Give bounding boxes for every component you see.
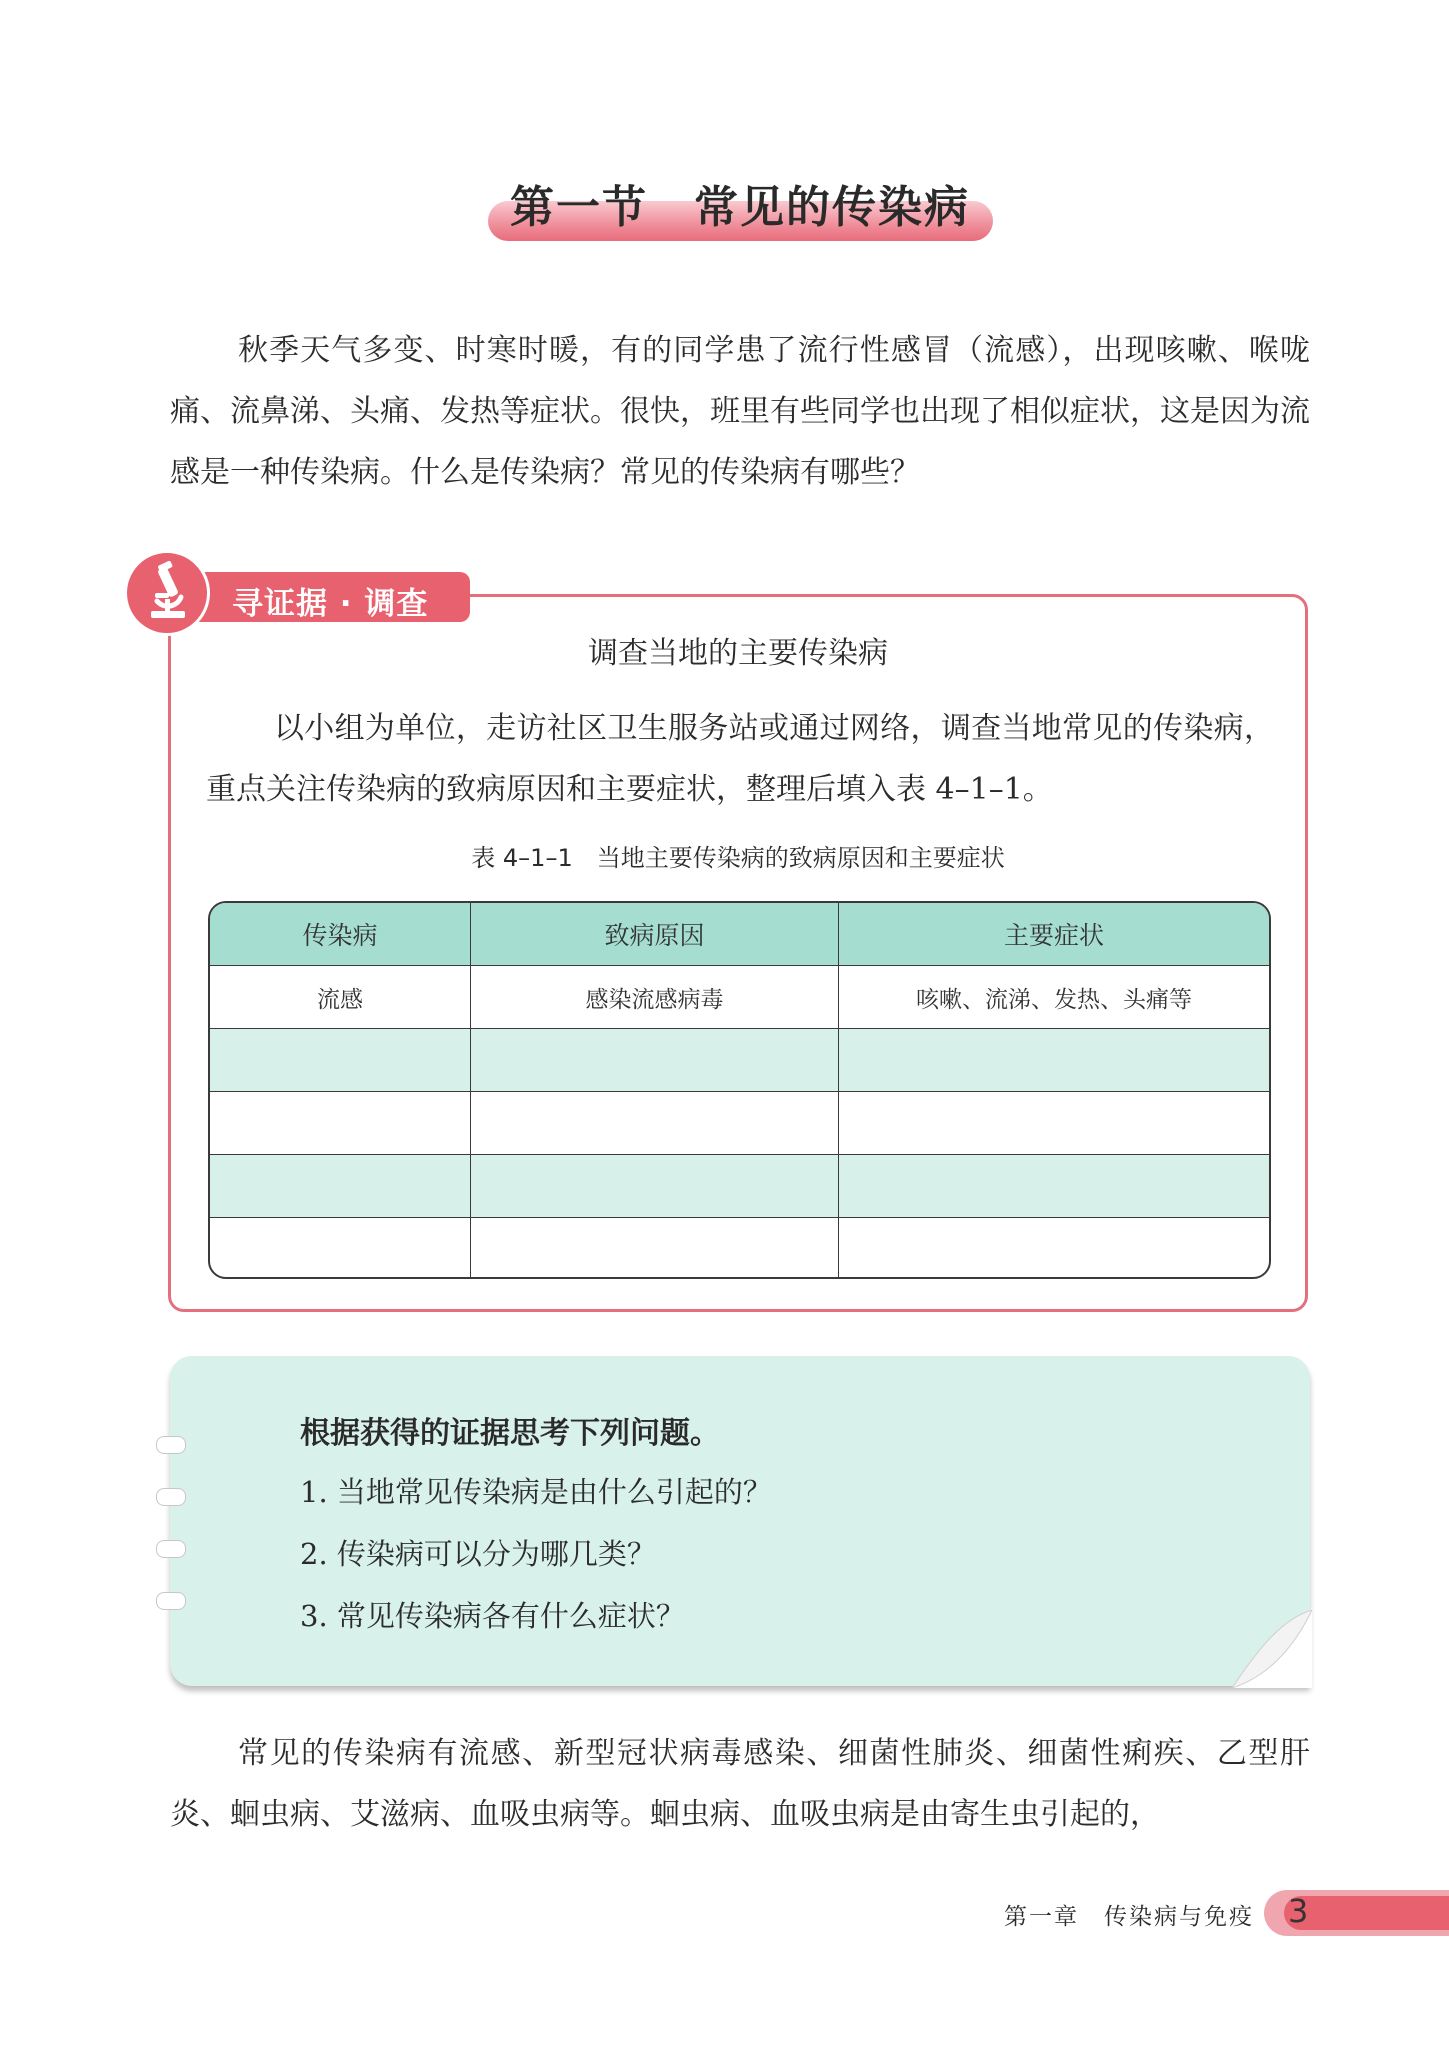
table-cell: [210, 1029, 471, 1092]
table-cell: [471, 1218, 839, 1280]
table-row: [210, 1029, 1269, 1092]
footer-page-tab-fill: [1284, 1896, 1449, 1930]
table-row: [210, 966, 1269, 1029]
table-header-cell: 致病原因: [471, 903, 839, 966]
question-item: 2. 传染病可以分为哪几类？: [300, 1537, 656, 1571]
table-cell: [839, 1218, 1270, 1280]
table-header-cell: 主要症状: [839, 903, 1270, 966]
binder-ring: [156, 1436, 186, 1454]
question-item: 1. 当地常见传染病是由什么引起的？: [300, 1475, 772, 1509]
table-cell: [210, 1155, 471, 1218]
body-paragraph: 常见的传染病有流感、新型冠状病毒感染、细菌性肺炎、细菌性痢疾、乙型肝炎、蛔虫病、艾滋病、血吸虫病等。蛔虫病、血吸虫病是由寄生虫引起的，: [170, 1736, 1310, 1832]
table-cell: [210, 1218, 471, 1280]
badge-label: 寻证据 · 调查: [232, 586, 429, 622]
microscope-icon: [124, 550, 210, 636]
table-cell: [839, 1092, 1270, 1155]
page-title: 第一节 常见的传染病: [510, 182, 970, 233]
table-cell: 咳嗽、流涕、发热、头痛等: [839, 966, 1270, 1029]
question-item: 3. 常见传染病各有什么症状？: [300, 1599, 685, 1633]
table-header-cell: 传染病: [210, 903, 471, 966]
binder-ring: [156, 1488, 186, 1506]
activity-badge: [124, 550, 470, 640]
footer-chapter-title: 第一章 传染病与免疫: [1004, 1904, 1254, 1930]
section-title-block: [480, 165, 1000, 247]
binder-ring: [156, 1592, 186, 1610]
binder-ring: [156, 1540, 186, 1558]
table-row: [210, 1218, 1269, 1280]
page-curl-icon: [1192, 1608, 1312, 1688]
question-note: [170, 1356, 1310, 1686]
table-row: [210, 1155, 1269, 1218]
table-cell: [839, 1029, 1270, 1092]
table-caption: 表 4–1–1 当地主要传染病的致病原因和主要症状: [471, 844, 1005, 872]
question-heading: 根据获得的证据思考下列问题。: [300, 1416, 720, 1451]
table-cell: [210, 1092, 471, 1155]
table-cell: [471, 1029, 839, 1092]
table-cell: 流感: [210, 966, 471, 1029]
activity-heading: 调查当地的主要传染病: [588, 636, 888, 671]
table-header-row: [210, 903, 1269, 966]
disease-table: [208, 901, 1271, 1279]
table-row: [210, 1092, 1269, 1155]
page-number: 3: [1288, 1892, 1309, 1930]
table-cell: 感染流感病毒: [471, 966, 839, 1029]
intro-paragraph: 秋季天气多变、时寒时暖，有的同学患了流行性感冒（流感），出现咳嗽、喉咙痛、流鼻涕、头痛、发热等症状。很快，班里有些同学也出现了相似症状，这是因为流感是一种传染病。什么是传染病？常见的传染病有哪些？: [170, 333, 1310, 490]
table-cell: [839, 1155, 1270, 1218]
table-cell: [471, 1155, 839, 1218]
activity-paragraph: 以小组为单位，走访社区卫生服务站或通过网络，调查当地常见的传染病，重点关注传染病的致病原因和主要症状，整理后填入表 4–1–1。: [206, 711, 1274, 807]
table-cell: [471, 1092, 839, 1155]
